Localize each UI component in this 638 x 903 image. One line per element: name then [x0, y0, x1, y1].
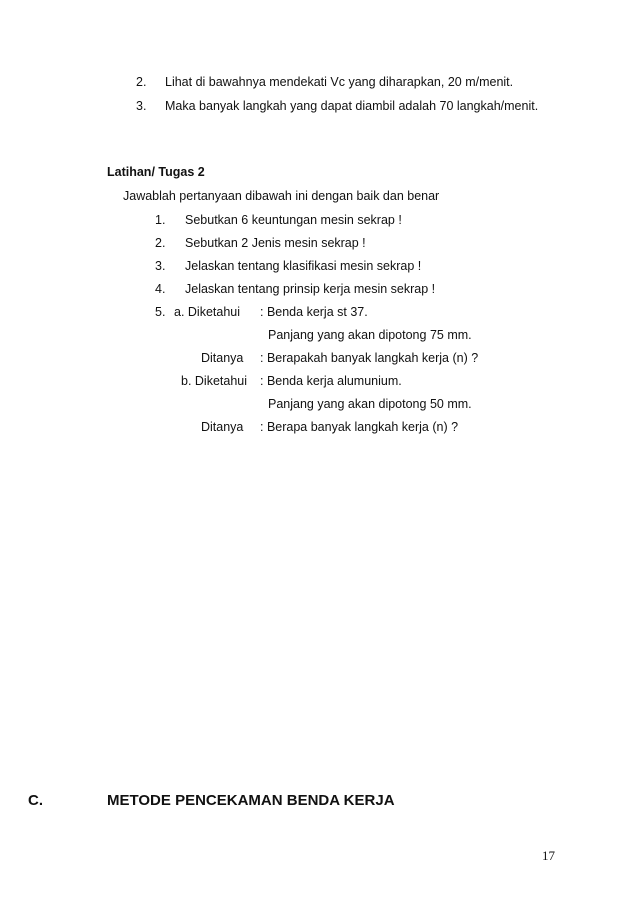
question-text: Sebutkan 2 Jenis mesin sekrap ! — [185, 236, 366, 250]
question-text: Jelaskan tentang prinsip kerja mesin sekrap ! — [185, 282, 436, 296]
q5a-ask-label: Ditanya — [201, 351, 244, 365]
question-number: 3. — [155, 259, 166, 273]
q5a-known-1: : Benda kerja st 37. — [260, 305, 368, 319]
question-number: 4. — [155, 282, 166, 296]
q5b-ask-label: Ditanya — [201, 420, 244, 434]
q5b-known-1: : Benda kerja alumunium. — [260, 374, 402, 388]
section-title: METODE PENCEKAMAN BENDA KERJA — [107, 792, 395, 809]
q5b-ask: : Berapa banyak langkah kerja (n) ? — [260, 420, 459, 434]
question-number: 2. — [155, 236, 166, 250]
list-item-text: Maka banyak langkah yang dapat diambil adalah 70 langkah/menit. — [165, 99, 539, 113]
exercise-title: Latihan/ Tugas 2 — [107, 165, 205, 179]
question-text: Jelaskan tentang klasifikasi mesin sekrap ! — [185, 259, 422, 273]
q5b-known-2: Panjang yang akan dipotong 50 mm. — [268, 397, 472, 411]
exercise-instruction: Jawablah pertanyaan dibawah ini dengan baik dan benar — [123, 189, 440, 203]
page-number: 17 — [542, 848, 555, 863]
q5a-ask: : Berapakah banyak langkah kerja (n) ? — [260, 351, 479, 365]
section-letter: C. — [28, 792, 43, 809]
question-number: 1. — [155, 213, 166, 227]
q5b-known-label: b. Diketahui — [181, 374, 248, 388]
list-number: 3. — [136, 99, 147, 113]
q5a-known-label: a. Diketahui — [174, 305, 241, 319]
q5a-known-2: Panjang yang akan dipotong 75 mm. — [268, 328, 472, 342]
list-item-text: Lihat di bawahnya mendekati Vc yang diharapkan, 20 m/menit. — [165, 75, 514, 89]
question-number: 5. — [155, 305, 166, 319]
question-text: Sebutkan 6 keuntungan mesin sekrap ! — [185, 213, 402, 227]
list-number: 2. — [136, 75, 147, 89]
